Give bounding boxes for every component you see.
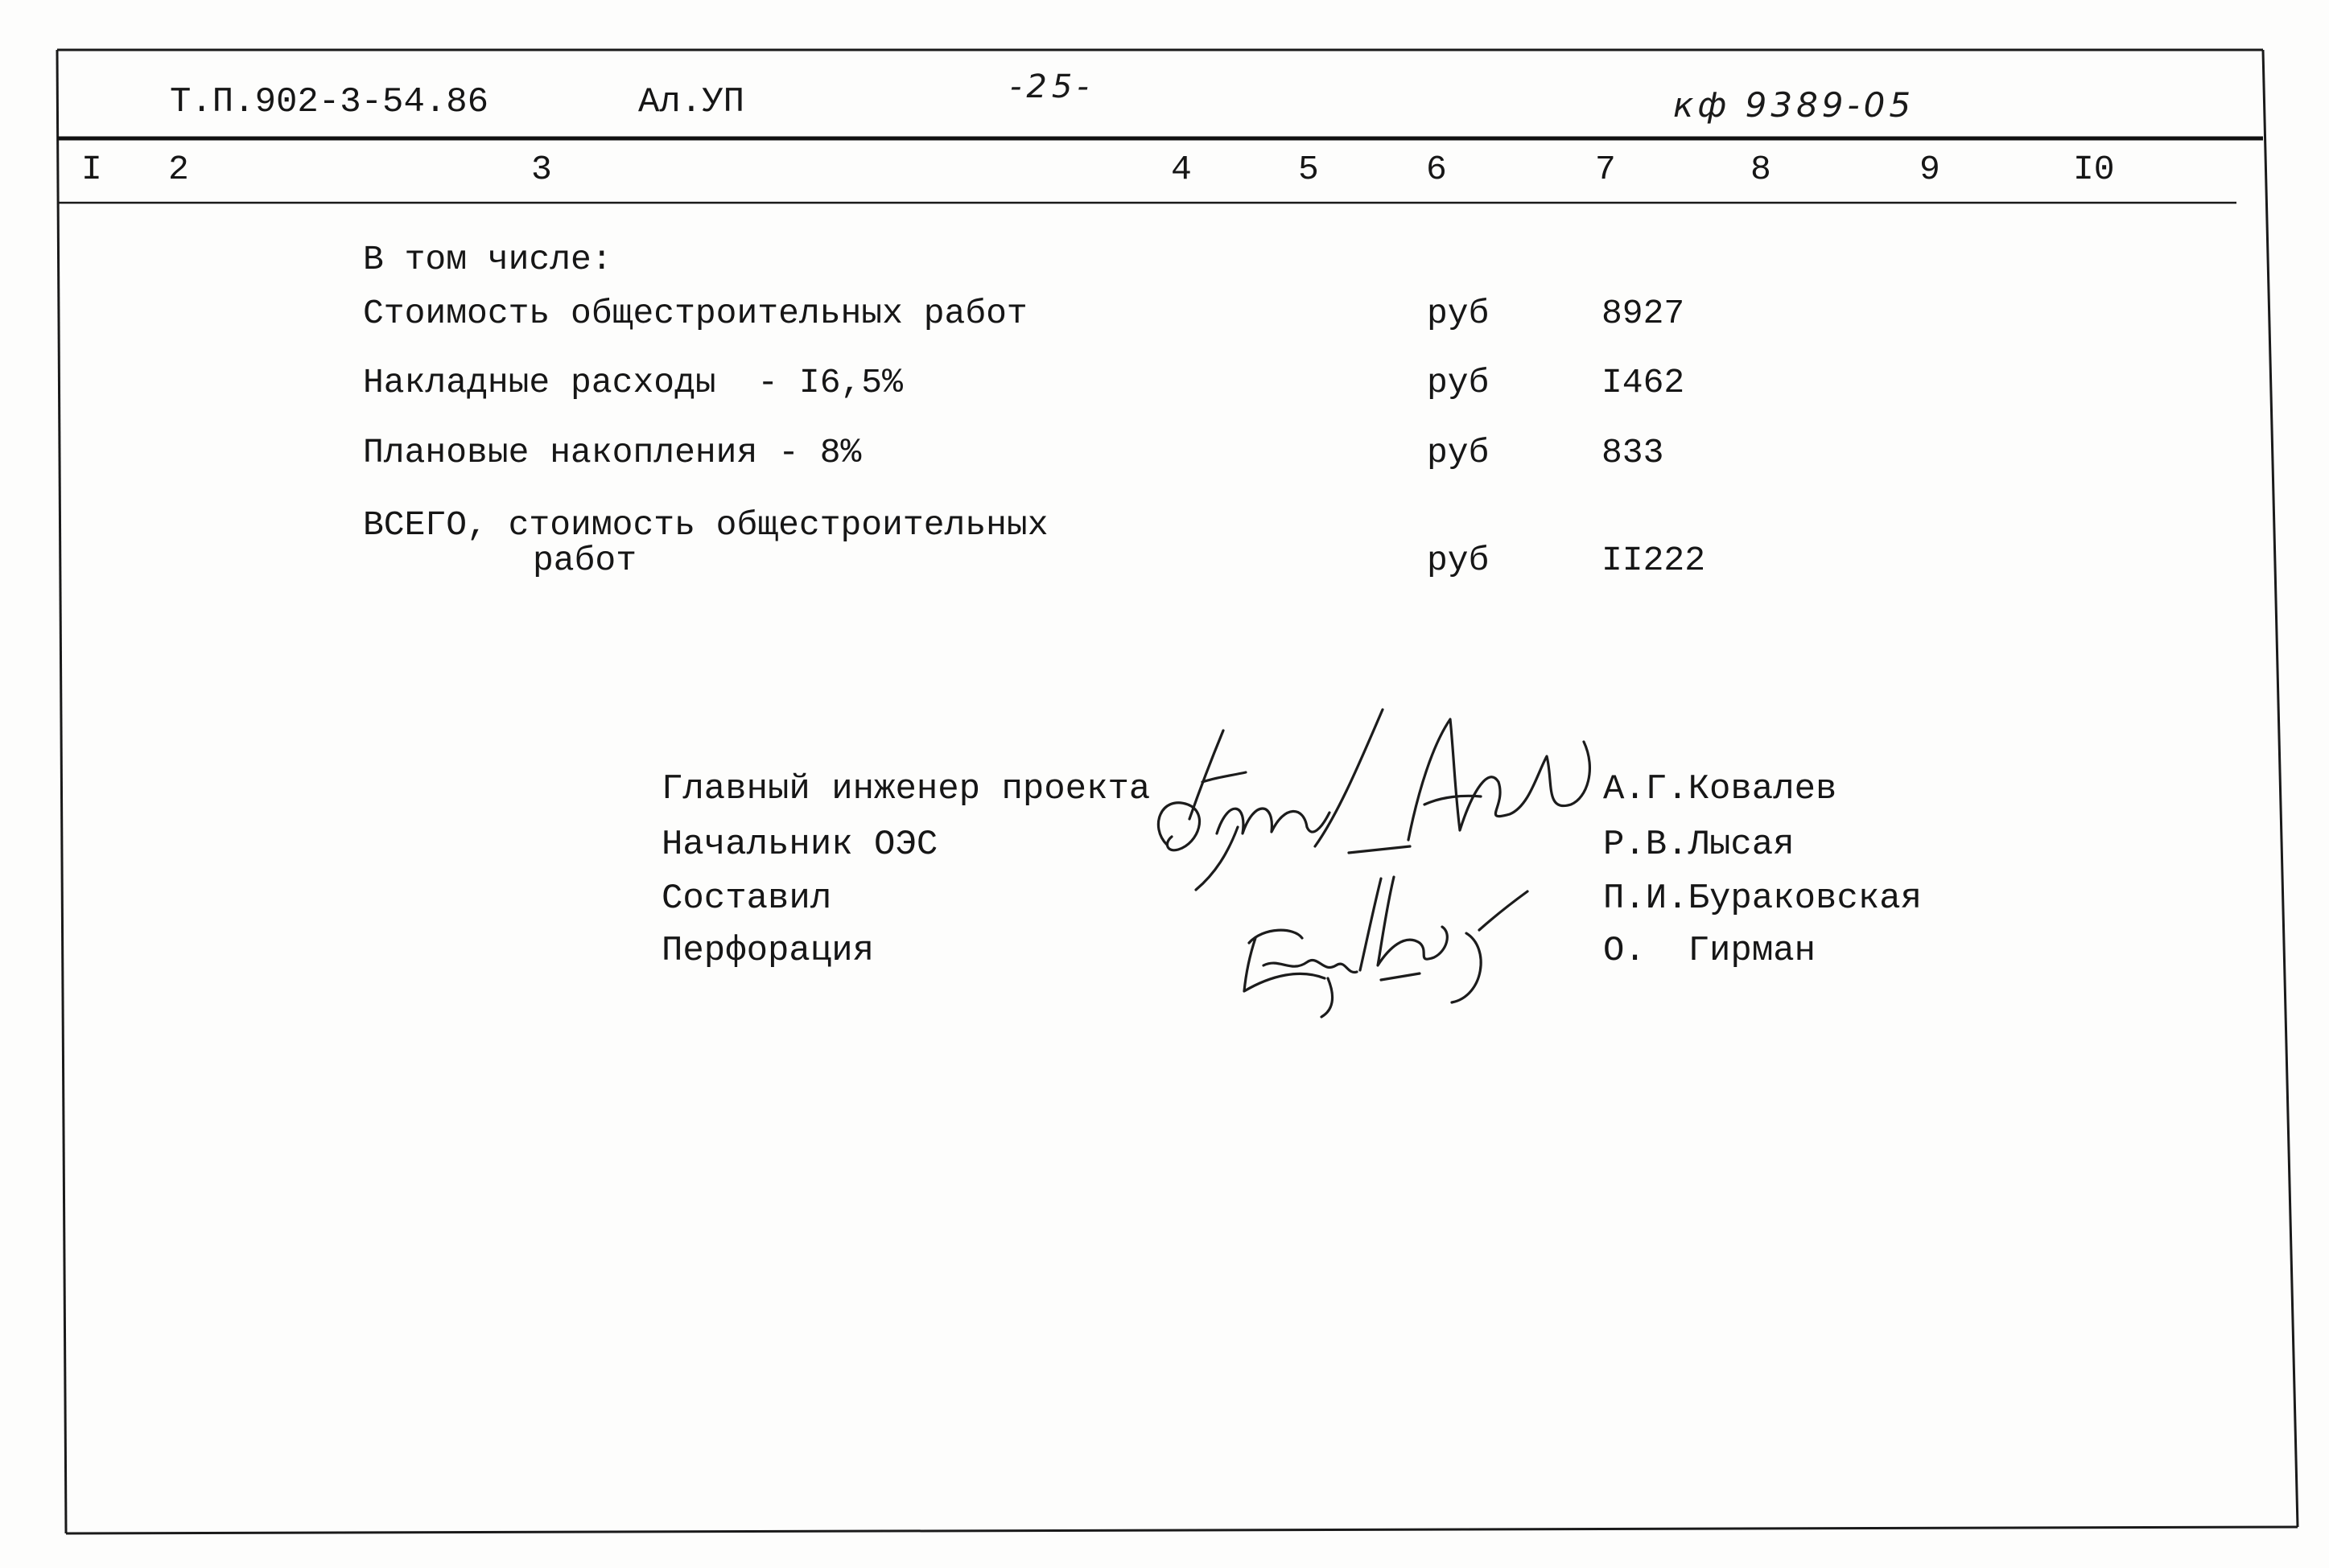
frame-left-border bbox=[57, 50, 66, 1533]
signature-stroke bbox=[1424, 796, 1481, 805]
column-number: 8 bbox=[1750, 150, 1771, 189]
row-label: Плановые накопления - 8% bbox=[363, 433, 862, 472]
total-unit: руб bbox=[1427, 541, 1490, 580]
frame-right-border bbox=[2263, 50, 2298, 1527]
column-number: I bbox=[81, 150, 102, 189]
row-value: I462 bbox=[1601, 363, 1685, 402]
signature-name: А.Г.Ковалев bbox=[1603, 769, 1837, 809]
signature-role: Главный инженер проекта bbox=[662, 769, 1151, 809]
column-number: 9 bbox=[1919, 150, 1940, 189]
signature-stroke bbox=[1479, 891, 1527, 930]
row-unit: руб bbox=[1427, 363, 1490, 402]
column-number: 2 bbox=[168, 150, 189, 189]
album-number: Ал.УП bbox=[638, 82, 745, 122]
signature-stroke bbox=[1217, 809, 1329, 833]
column-number: 7 bbox=[1595, 150, 1616, 189]
signature-stroke bbox=[1196, 827, 1238, 890]
column-number: 3 bbox=[531, 150, 552, 189]
signature-role: Составил bbox=[662, 879, 832, 919]
signature-stroke bbox=[1349, 846, 1410, 853]
row-label: Стоимость общестроительных работ bbox=[363, 294, 1028, 333]
row-value: 8927 bbox=[1601, 294, 1685, 333]
total-value: II222 bbox=[1601, 541, 1706, 580]
signature-stroke bbox=[1263, 961, 1357, 973]
signature-name: П.И.Бураковская bbox=[1603, 879, 1923, 919]
column-number: 4 bbox=[1171, 150, 1192, 189]
signature-stroke bbox=[1315, 710, 1383, 846]
signature-stroke bbox=[1360, 879, 1381, 970]
signature-stroke bbox=[1408, 719, 1589, 840]
signature-compiler bbox=[1244, 877, 1527, 1017]
section-intro: В том числе: bbox=[363, 240, 612, 279]
signature-chief-engineer bbox=[1158, 710, 1589, 890]
signature-name: О. Гирман bbox=[1603, 931, 1816, 971]
signature-stroke bbox=[1381, 973, 1420, 980]
signature-stroke bbox=[1452, 933, 1481, 1002]
row-label: Накладные расходы - I6,5% bbox=[363, 363, 903, 402]
signature-stroke bbox=[1189, 730, 1223, 819]
column-number: I0 bbox=[2073, 150, 2115, 189]
signature-stroke bbox=[1158, 803, 1199, 850]
signature-stroke bbox=[1378, 877, 1447, 965]
row-unit: руб bbox=[1427, 294, 1490, 333]
sheet-code: кф 9389-05 bbox=[1673, 85, 1915, 125]
doc-code: Т.П.902-3-54.86 bbox=[170, 82, 489, 122]
signature-name: Р.В.Лысая bbox=[1603, 825, 1795, 865]
signature-role: Начальник ОЭС bbox=[662, 825, 938, 865]
row-value: 833 bbox=[1601, 433, 1664, 472]
page-number: -25- bbox=[1010, 68, 1094, 105]
signature-stroke bbox=[1321, 978, 1333, 1017]
signature-stroke bbox=[1202, 772, 1246, 782]
frame-bottom-border bbox=[66, 1527, 2298, 1533]
column-number: 5 bbox=[1298, 150, 1319, 189]
signature-stroke bbox=[1244, 930, 1325, 991]
total-label-line1: ВСЕГО, стоимость общестроительных bbox=[363, 505, 1049, 545]
handwritten-signatures bbox=[1143, 692, 1626, 1038]
row-unit: руб bbox=[1427, 433, 1490, 472]
total-label-line2: работ bbox=[533, 541, 637, 580]
signature-role: Перфорация bbox=[662, 931, 875, 971]
column-number: 6 bbox=[1426, 150, 1447, 189]
